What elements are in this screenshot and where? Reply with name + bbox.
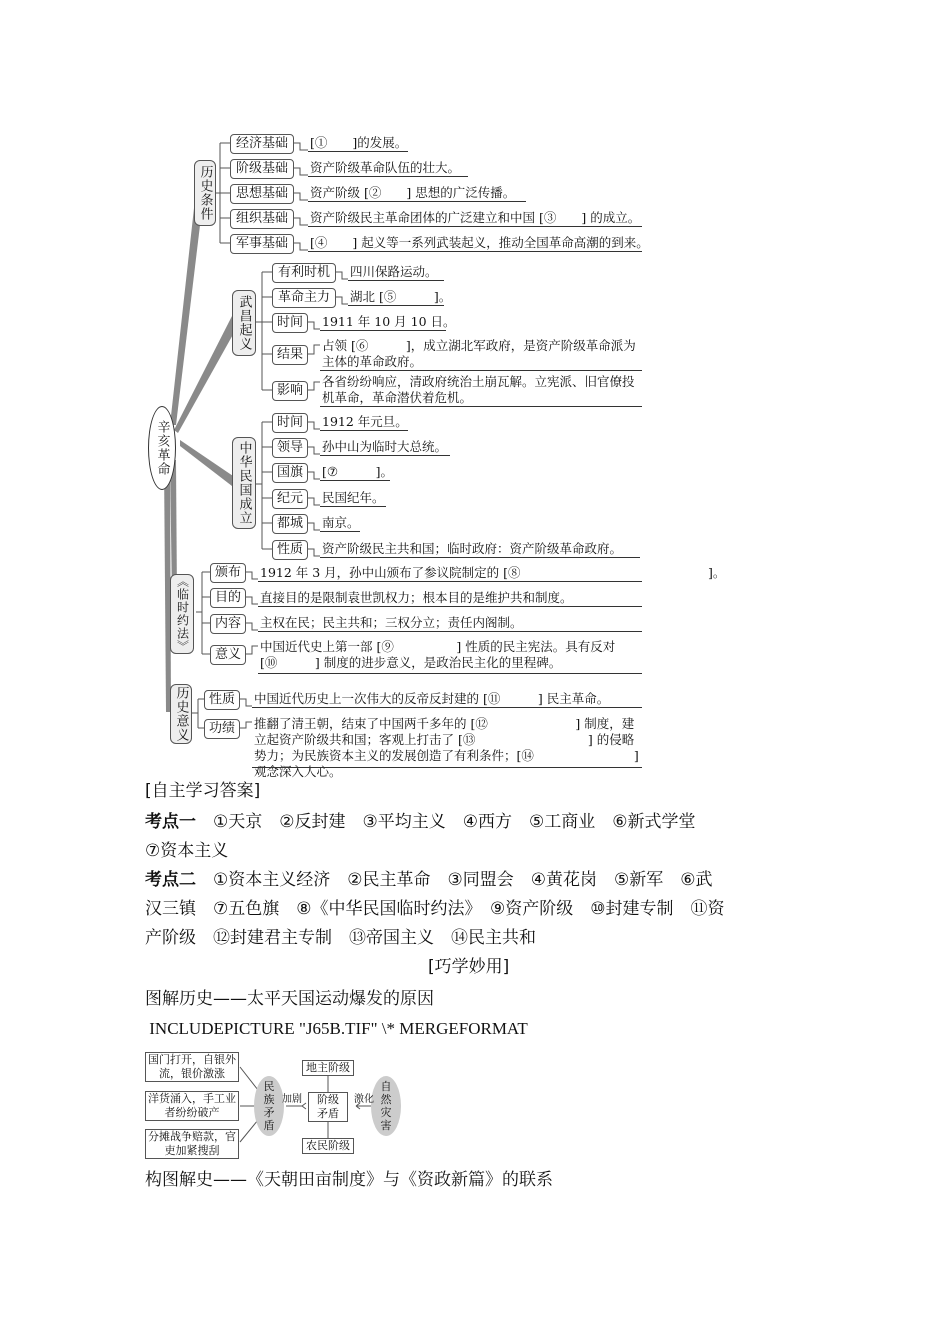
roc-text: 孙中山为临时大总统。 — [322, 439, 448, 454]
roc-text: 资产阶级民主共和国；临时政府：资产阶级革命政府。 — [322, 541, 623, 556]
answers-point2-line3: 产阶级 ⑫封建君主专制 ⑬帝国主义 ⑭民主共和 — [145, 928, 536, 948]
class-conflict-box: 阶级矛盾 — [308, 1092, 348, 1122]
wuchang-label: 时间 — [272, 313, 308, 333]
intensify-label: 加剧 — [282, 1094, 302, 1105]
significance-label: 性质 — [204, 690, 240, 710]
significance-text: 推翻了清王朝，结束了中国两千多年的 [⑫ ] 制度，建立起资产阶级共和国；客观上打击了 [⑬ ] 的侵略势力；为民族资本主义的发展创造了有利条件；[⑭ ] 观念深入人心。 — [254, 716, 639, 779]
branch-label: 历史意义 — [173, 686, 189, 742]
roc-label: 纪元 — [272, 489, 308, 509]
wuchang-text: 四川保路运动。 — [350, 264, 438, 279]
condition-label: 组织基础 — [230, 209, 294, 229]
wuchang-text: 占领 [⑥ ]，成立湖北军政府，是资产阶级革命派为主体的革命政府。 — [322, 338, 636, 369]
constitution-text: 中国近代史上第一部 [⑨ ] 性质的民主宪法。具有反对 [⑩ ] 制度的进步意义，是政治民主化的里程碑。 — [260, 639, 616, 670]
peasant-box: 农民阶级 — [302, 1138, 354, 1154]
roc-text: [⑦ ]。 — [322, 464, 393, 479]
point2-text: ①资本主义经济 ②民主革命 ③同盟会 ④黄花岗 ⑤新军 ⑥武 — [213, 870, 713, 890]
wuchang-label: 有利时机 — [272, 263, 336, 283]
significance-label: 功绩 — [204, 719, 240, 739]
section-title-1: 图解历史——太平天国运动爆发的原因 — [145, 989, 434, 1009]
wuchang-text: 各省纷纷响应，清政府统治土崩瓦解。立宪派、旧官僚投机革命，革命潜伏着危机。 — [322, 374, 635, 405]
condition-text: 资产阶级 [② ] 思想的广泛传播。 — [310, 185, 516, 200]
condition-label: 军事基础 — [230, 234, 294, 254]
cause-box: 国门打开，自银外流，银价激涨 — [145, 1052, 239, 1082]
roc-text: 1912 年元旦。 — [322, 414, 408, 429]
roc-text: 民国纪年。 — [322, 490, 385, 505]
constitution-text: 1912 年 3 月，孙中山颁布了参议院制定的 [⑧ ]。 — [260, 565, 726, 580]
cause-box: 洋货涌入，手工业者纷纷破产 — [145, 1091, 239, 1121]
condition-text: [① ]的发展。 — [310, 135, 408, 150]
significance-text: 中国近代历史上一次伟大的反帝反封建的 [⑪ ] 民主革命。 — [254, 691, 610, 706]
condition-text: [④ ] 起义等一系列武装起义，推动全国革命高潮的到来。 — [310, 235, 649, 250]
condition-label: 思想基础 — [230, 184, 294, 204]
answers-point2-line2: 汉三镇 ⑦五色旗 ⑧《中华民国临时约法》 ⑨资产阶级 ⑩封建专制 ⑪资 — [145, 899, 725, 919]
sharpen-label: 激化 — [354, 1094, 374, 1105]
constitution-label: 目的 — [210, 588, 246, 608]
point1-label: 考点一 — [145, 812, 196, 832]
natural-disaster: 自然灾害 — [380, 1080, 392, 1132]
branch-label: 武昌起义 — [236, 295, 252, 351]
root-label: 辛亥革命 — [154, 420, 170, 476]
answers-heading: [自主学习答案] — [145, 781, 261, 801]
wuchang-text: 1911 年 10 月 10 日。 — [322, 314, 456, 329]
roc-text: 南京。 — [322, 515, 360, 530]
constitution-text: 主权在民；民主共和；三权分立；责任内阁制。 — [260, 615, 523, 630]
wuchang-text: 湖北 [⑤ ]。 — [350, 289, 452, 304]
section-title-2: 构图解史——《天朝田亩制度》与《资政新篇》的联系 — [145, 1170, 553, 1190]
roc-label: 性质 — [272, 540, 308, 560]
roc-label: 时间 — [272, 413, 308, 433]
landlord-box: 地主阶级 — [302, 1060, 354, 1076]
constitution-label: 颁布 — [210, 563, 246, 583]
point2-label: 考点二 — [145, 870, 196, 890]
branch-label: 历史条件 — [197, 165, 213, 221]
condition-text: 资产阶级革命队伍的壮大。 — [310, 160, 461, 175]
national-conflict: 民族矛盾 — [263, 1080, 275, 1132]
wuchang-label: 革命主力 — [272, 288, 336, 308]
point1-text: ①天京 ②反封建 ③平均主义 ④西方 ⑤工商业 ⑥新式学堂 — [213, 812, 696, 832]
wuchang-label: 结果 — [272, 345, 308, 365]
roc-label: 都城 — [272, 514, 308, 534]
qiaoxue-heading: [巧学妙用] — [428, 957, 510, 977]
constitution-label: 内容 — [210, 614, 246, 634]
roc-label: 领导 — [272, 438, 308, 458]
constitution-text: 直接目的是限制袁世凯权力；根本目的是维护共和制度。 — [260, 590, 573, 605]
cause-box: 分摊战争赔款，官吏加紧搜刮 — [145, 1129, 239, 1159]
condition-text: 资产阶级民主革命团体的广泛建立和中国 [③ ] 的成立。 — [310, 210, 641, 225]
condition-label: 阶级基础 — [230, 159, 294, 179]
roc-label: 国旗 — [272, 463, 308, 483]
condition-label: 经济基础 — [230, 134, 294, 154]
branch-label: 中华民国成立 — [236, 441, 252, 525]
wuchang-label: 影响 — [272, 381, 308, 401]
branch-label: 《临时约法》 — [175, 575, 190, 653]
constitution-label: 意义 — [210, 645, 246, 665]
field-code: INCLUDEPICTURE "J65B.TIF" \* MERGEFORMAT — [145, 1019, 532, 1038]
answers-point1-line2: ⑦资本主义 — [145, 841, 229, 861]
